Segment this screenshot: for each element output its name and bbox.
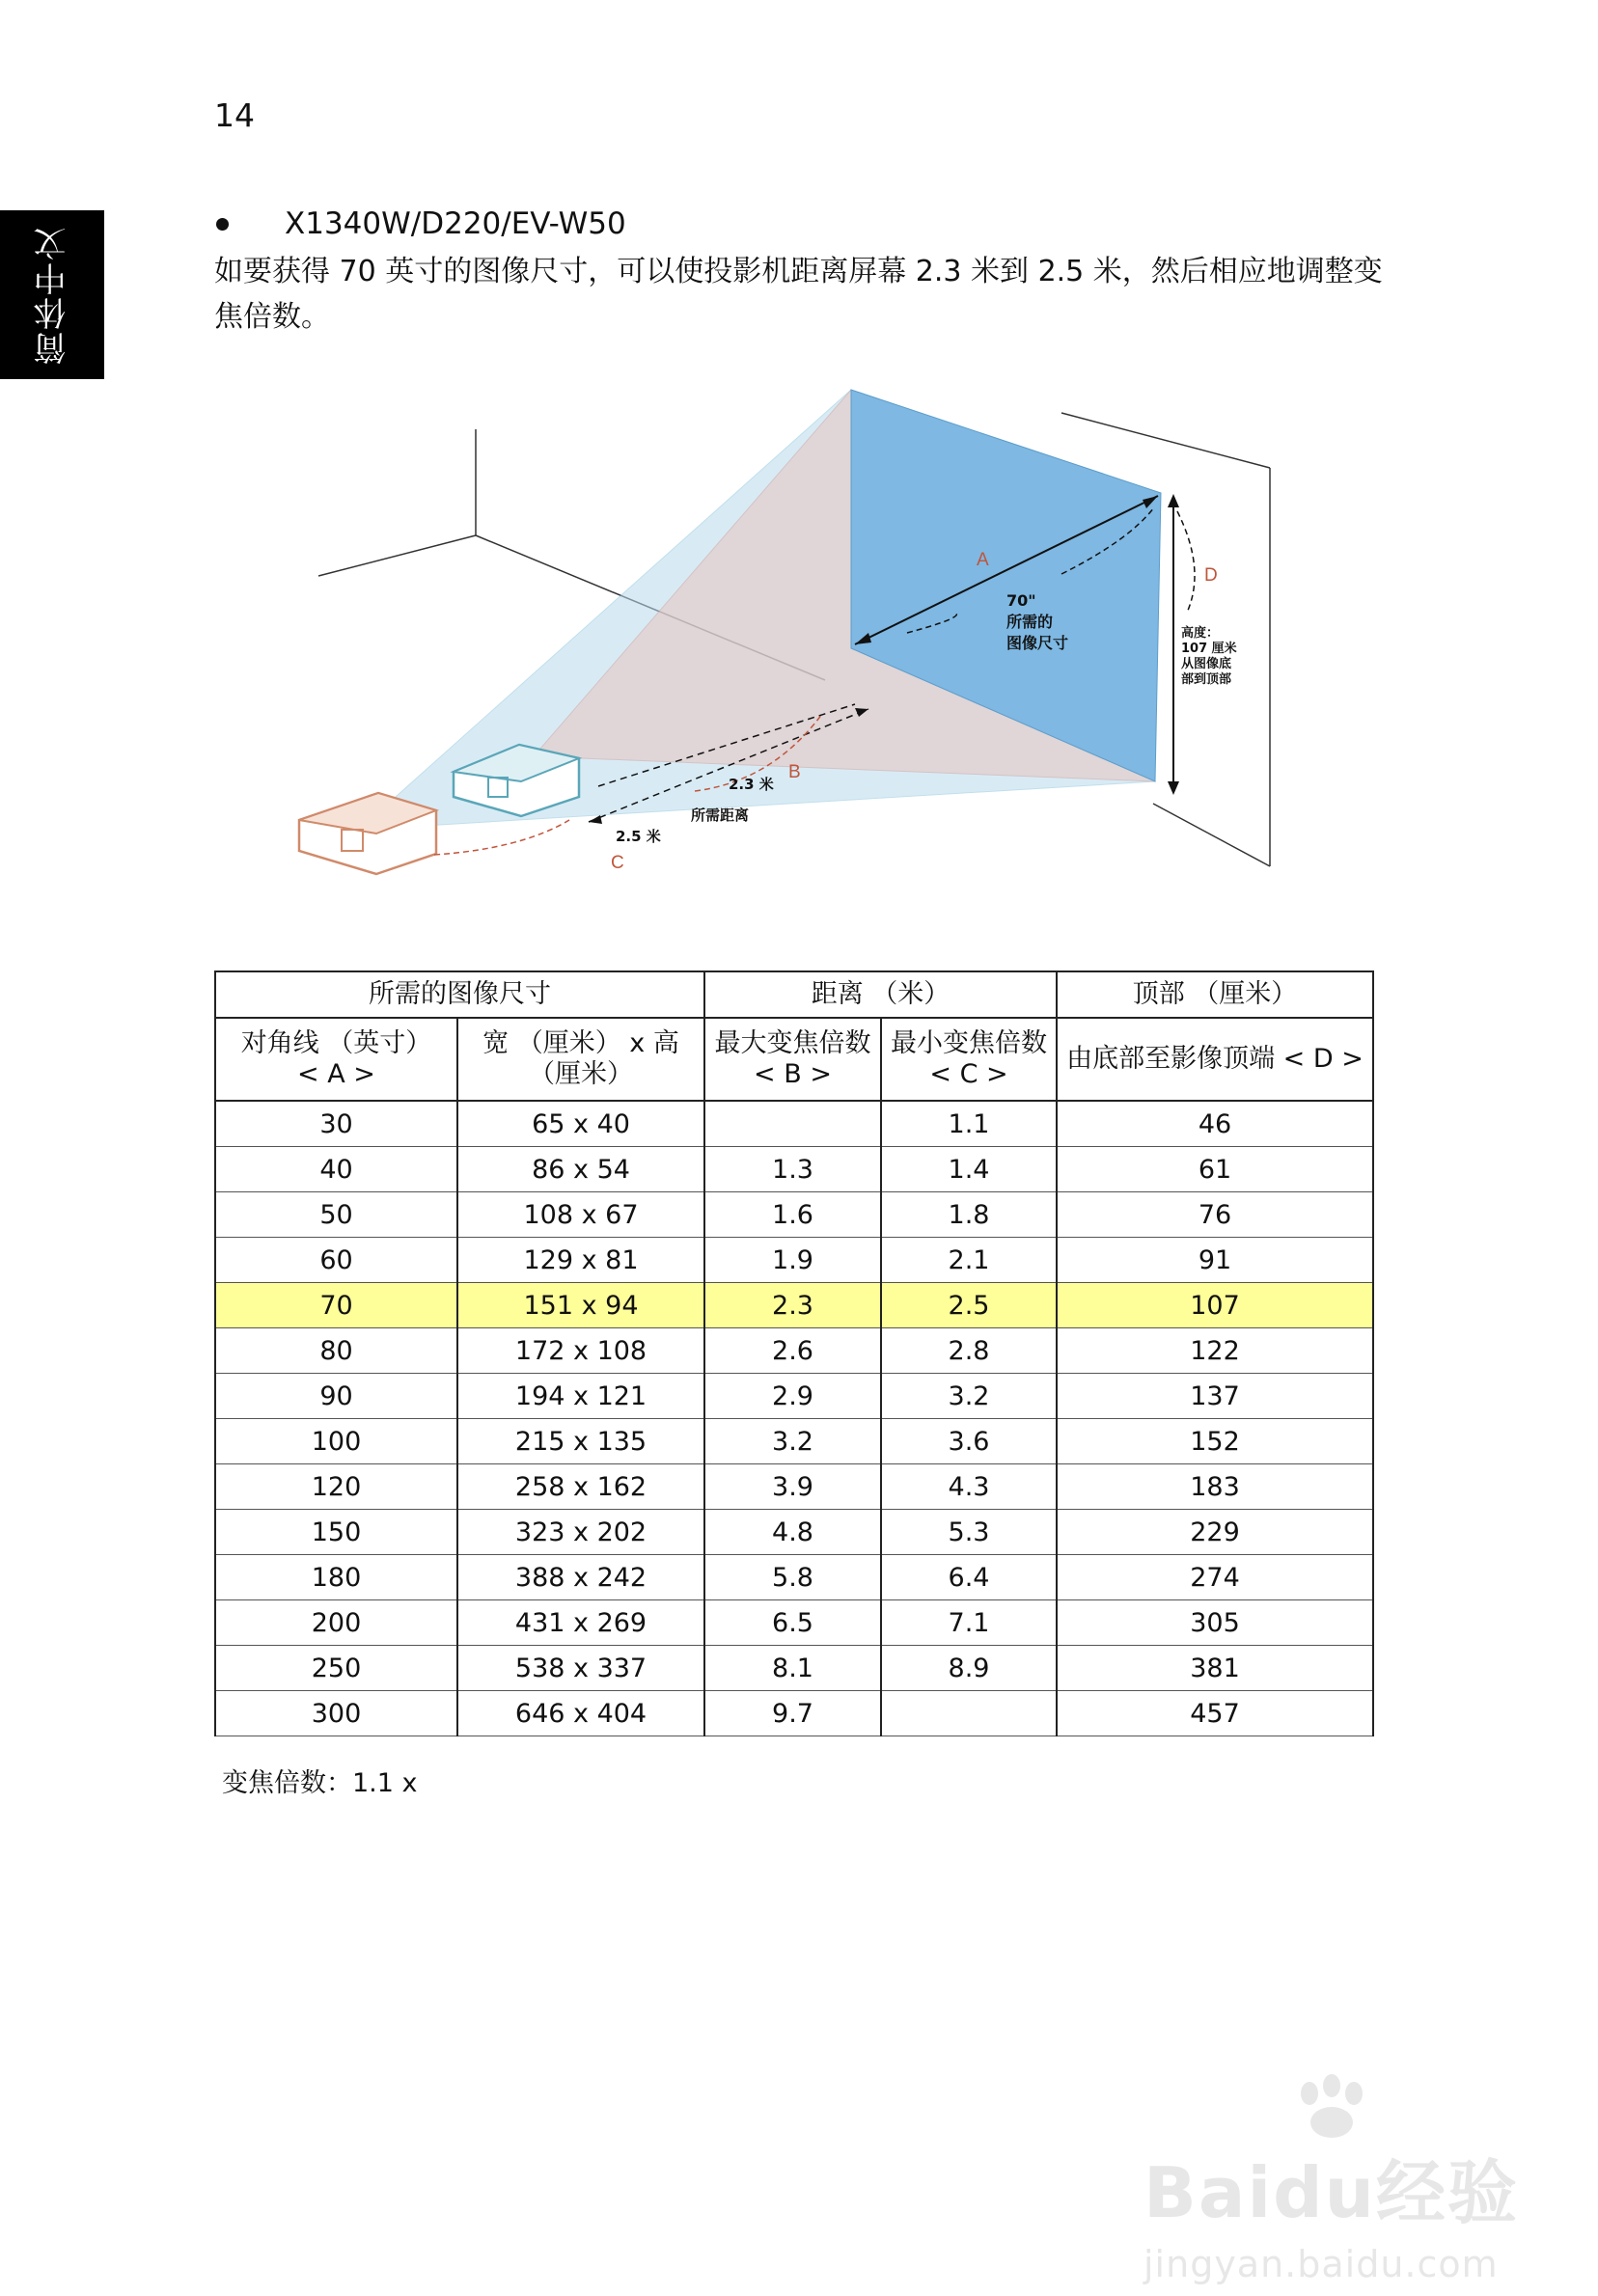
bullet-icon — [216, 218, 229, 231]
table-cell: 129 x 81 — [457, 1238, 704, 1283]
table-cell: 3.2 — [881, 1374, 1057, 1419]
table-row — [215, 1283, 1373, 1328]
table-cell: 76 — [1057, 1192, 1373, 1238]
table-cell: 40 — [215, 1147, 457, 1192]
paw-icon — [1288, 2074, 1375, 2142]
table-row — [215, 1510, 1373, 1555]
label-d: D — [1204, 565, 1218, 586]
table-cell: 8.9 — [881, 1646, 1057, 1691]
table-cell: 8.1 — [704, 1646, 881, 1691]
col-header-diagonal: 对角线 （英寸） < A > — [215, 1018, 457, 1101]
table-cell: 5.8 — [704, 1555, 881, 1600]
table-cell: 91 — [1057, 1238, 1373, 1283]
table-cell: 172 x 108 — [457, 1328, 704, 1374]
table-cell: 50 — [215, 1192, 457, 1238]
table-cell: 86 x 54 — [457, 1147, 704, 1192]
table-body — [215, 1101, 1373, 1736]
group-header-distance: 距离 （米） — [704, 971, 1057, 1018]
table-cell: 2.8 — [881, 1328, 1057, 1374]
col-header-width-height: 宽 （厘米） x 高 （厘米） — [457, 1018, 704, 1101]
table-cell: 538 x 337 — [457, 1646, 704, 1691]
table-cell: 65 x 40 — [457, 1101, 704, 1147]
table-cell: 30 — [215, 1101, 457, 1147]
table-cell: 200 — [215, 1600, 457, 1646]
table-cell: 4.8 — [704, 1510, 881, 1555]
table-cell: 5.3 — [881, 1510, 1057, 1555]
table-row — [215, 1646, 1373, 1691]
table-cell: 305 — [1057, 1600, 1373, 1646]
table-cell: 258 x 162 — [457, 1464, 704, 1510]
table-cell: 1.1 — [881, 1101, 1057, 1147]
col-header-top: 由底部至影像顶端 < D > — [1057, 1018, 1373, 1101]
table-row — [215, 1147, 1373, 1192]
table-cell: 80 — [215, 1328, 457, 1374]
projection-diagram — [289, 376, 1293, 907]
label-b: B — [788, 762, 801, 782]
table-cell: 2.3 — [704, 1283, 881, 1328]
model-name: X1340W/D220/EV-W50 — [285, 206, 626, 241]
table-row — [215, 1328, 1373, 1374]
table-cell: 3.9 — [704, 1464, 881, 1510]
language-side-tab — [0, 210, 104, 379]
dist-b-label: 2.3 米 — [729, 776, 774, 793]
table-cell: 107 — [1057, 1283, 1373, 1328]
table-cell: 388 x 242 — [457, 1555, 704, 1600]
table-cell: 9.7 — [704, 1691, 881, 1736]
group-header-top: 顶部 （厘米） — [1057, 971, 1373, 1018]
table-cell: 3.6 — [881, 1419, 1057, 1464]
table-cell: 70 — [215, 1283, 457, 1328]
table-cell — [704, 1101, 881, 1147]
table-row — [215, 1419, 1373, 1464]
table-cell: 3.2 — [704, 1419, 881, 1464]
table-cell: 152 — [1057, 1419, 1373, 1464]
table-cell: 4.3 — [881, 1464, 1057, 1510]
model-bullet — [214, 206, 626, 241]
table-cell: 6.5 — [704, 1600, 881, 1646]
table-cell: 2.6 — [704, 1328, 881, 1374]
table-cell: 120 — [215, 1464, 457, 1510]
table-cell: 194 x 121 — [457, 1374, 704, 1419]
table-row — [215, 1691, 1373, 1736]
projector-far — [299, 793, 436, 874]
table-cell: 46 — [1057, 1101, 1373, 1147]
table-cell: 2.5 — [881, 1283, 1057, 1328]
table-cell: 215 x 135 — [457, 1419, 704, 1464]
zoom-footnote: 变焦倍数：1.1 x — [222, 1768, 418, 1798]
dist-c-label: 2.5 米 — [616, 828, 661, 845]
table-row — [215, 1555, 1373, 1600]
table-cell: 151 x 94 — [457, 1283, 704, 1328]
table-cell: 1.9 — [704, 1238, 881, 1283]
table-cell: 1.3 — [704, 1147, 881, 1192]
watermark-url: jingyan.baidu.com — [1143, 2243, 1499, 2285]
table-cell: 250 — [215, 1646, 457, 1691]
table-cell: 137 — [1057, 1374, 1373, 1419]
baidu-watermark — [1143, 2074, 1529, 2285]
table-cell: 2.1 — [881, 1238, 1057, 1283]
table-row — [215, 1374, 1373, 1419]
table-cell: 122 — [1057, 1328, 1373, 1374]
page-number: 14 — [214, 96, 255, 134]
table-cell: 100 — [215, 1419, 457, 1464]
size-label: 70" 所需的 图像尺寸 — [1006, 591, 1069, 652]
table-cell: 1.6 — [704, 1192, 881, 1238]
table-row — [215, 1600, 1373, 1646]
side-tab-label: 简体中文 — [33, 225, 72, 365]
table-cell: 229 — [1057, 1510, 1373, 1555]
table-cell: 6.4 — [881, 1555, 1057, 1600]
table-row — [215, 1192, 1373, 1238]
table-cell: 323 x 202 — [457, 1510, 704, 1555]
projection-size-table — [214, 970, 1374, 1736]
table-cell: 60 — [215, 1238, 457, 1283]
table-cell — [881, 1691, 1057, 1736]
table-cell: 646 x 404 — [457, 1691, 704, 1736]
table-cell: 61 — [1057, 1147, 1373, 1192]
table-cell: 457 — [1057, 1691, 1373, 1736]
table-cell: 180 — [215, 1555, 457, 1600]
height-label: 高度： 107 厘米 从图像底 部到顶部 — [1181, 626, 1237, 687]
table-cell: 431 x 269 — [457, 1600, 704, 1646]
table-cell: 7.1 — [881, 1600, 1057, 1646]
watermark-brand: Baidu经验 — [1143, 2152, 1519, 2233]
table-cell: 1.4 — [881, 1147, 1057, 1192]
group-header-size: 所需的图像尺寸 — [215, 971, 704, 1018]
table-cell: 90 — [215, 1374, 457, 1419]
col-header-max-zoom: 最大变焦倍数 < B > — [704, 1018, 881, 1101]
table-row — [215, 1101, 1373, 1147]
table-cell: 381 — [1057, 1646, 1373, 1691]
table-cell: 2.9 — [704, 1374, 881, 1419]
table-cell: 183 — [1057, 1464, 1373, 1510]
table-cell: 108 x 67 — [457, 1192, 704, 1238]
intro-paragraph: 如要获得 70 英寸的图像尺寸，可以使投影机距离屏幕 2.3 米到 2.5 米，然后相应地调整变焦倍数。 — [214, 255, 1383, 334]
table-row — [215, 1238, 1373, 1283]
table-row — [215, 1464, 1373, 1510]
label-c: C — [611, 853, 624, 873]
table-cell: 300 — [215, 1691, 457, 1736]
label-a: A — [977, 550, 989, 570]
table-cell: 150 — [215, 1510, 457, 1555]
col-header-min-zoom: 最小变焦倍数 < C > — [881, 1018, 1057, 1101]
table-cell: 1.8 — [881, 1192, 1057, 1238]
table-cell: 274 — [1057, 1555, 1373, 1600]
dist-label: 所需距离 — [691, 806, 750, 824]
